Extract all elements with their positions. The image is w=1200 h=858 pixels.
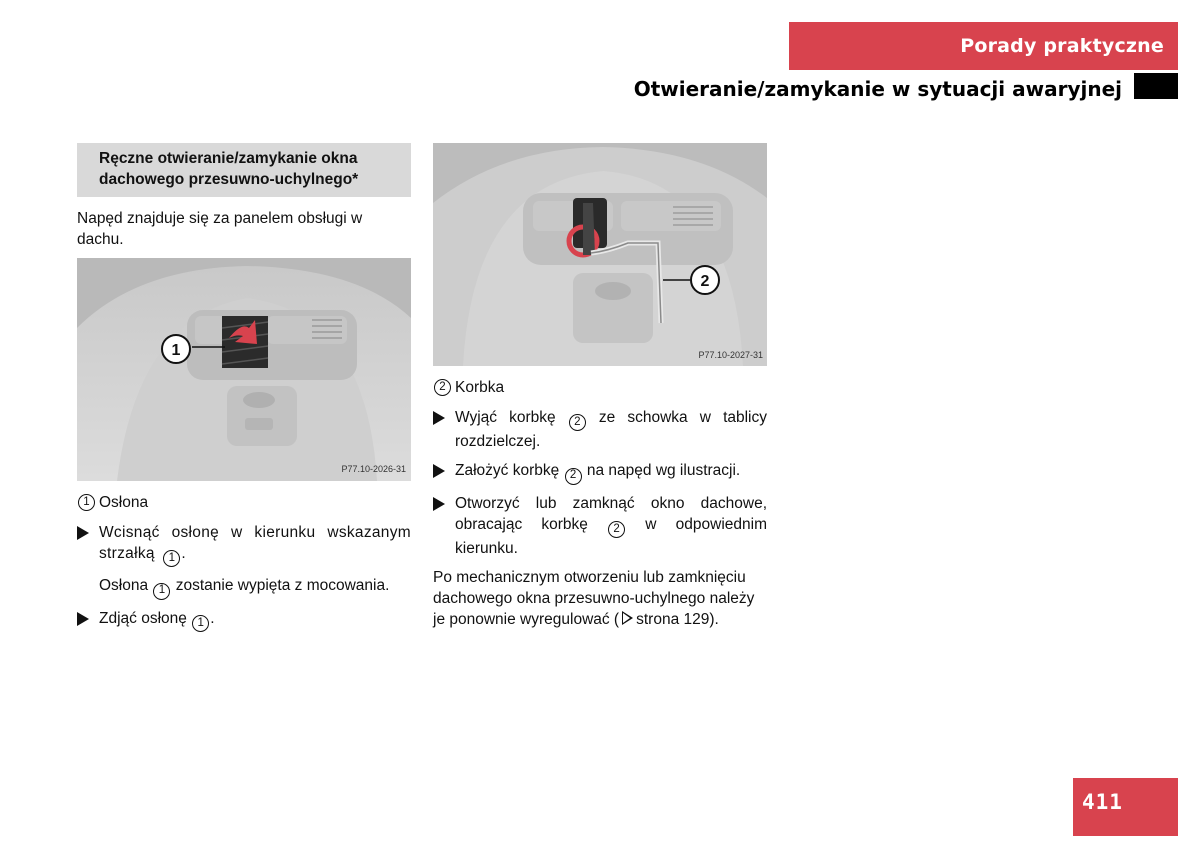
figure-caption [77, 492, 411, 513]
callout-marker: 1 [153, 583, 170, 600]
chapter-marker [1134, 73, 1178, 99]
callout-marker: 1 [192, 615, 209, 632]
callout-marker: 2 [434, 379, 451, 396]
adjustment-note [433, 567, 767, 630]
bullet-triangle-icon [433, 464, 445, 478]
step-text: Wcisnąć osłonę w kierunku wskazanym strzałką [99, 524, 411, 562]
instruction-step [433, 460, 767, 484]
page-number: 411 [1073, 778, 1178, 836]
step-text: Zdjąć osłonę [99, 609, 187, 627]
bullet-triangle-icon [433, 497, 445, 511]
chapter-title: Otwieranie/zamykanie w sytuacji awaryjnej [633, 77, 1122, 101]
step-text: Założyć korbkę [455, 462, 560, 480]
instruction-step [77, 522, 411, 567]
step-text: Otworzyć lub zamknąć okno dachowe, obracając korbkę [455, 494, 767, 533]
bullet-triangle-icon [77, 526, 89, 540]
step-text: Wyjąć korbkę [455, 409, 556, 426]
section-tab [789, 22, 1178, 70]
step-note [77, 575, 411, 599]
callout-marker: 2 [565, 468, 582, 485]
figure-code: P77.10-2027-31 [698, 350, 763, 360]
figure-cover-panel [77, 258, 411, 481]
callout-marker: 2 [608, 521, 625, 538]
step-text-end: ze schowka w tablicy rozdzielczej. [455, 409, 768, 451]
note-text: Osłona [99, 577, 149, 595]
procedure-heading: Ręczne otwieranie/zamykanie okna dachowego przesuwno-uchylnego* [77, 143, 411, 197]
middle-column [433, 143, 767, 630]
figure-crank-installed [433, 143, 767, 366]
figure-callout: 2 [700, 273, 710, 290]
callout-marker: 1 [78, 494, 95, 511]
bullet-triangle-icon [433, 411, 445, 425]
caption-text: Osłona [99, 494, 149, 511]
callout-marker: 1 [163, 550, 180, 567]
note-text-end: zostanie wypięta z mocowania. [175, 577, 390, 595]
step-text-end: . [210, 609, 215, 627]
step-text-end: w odpowiednim kierunku. [455, 515, 768, 557]
left-column [77, 143, 411, 632]
intro-text: Napęd znajduje się za panelem obsługi w dachu. [77, 210, 363, 248]
figure-caption [433, 377, 767, 398]
section-title: Porady praktyczne [960, 35, 1164, 57]
figure-code: P77.10-2026-31 [341, 464, 406, 474]
page-reference-icon [622, 611, 633, 625]
instruction-step [433, 407, 767, 452]
instruction-step [433, 493, 767, 559]
step-text-end: . [181, 545, 187, 562]
note-text: Po mechanicznym otworzeniu lub zamknięciu dachowego okna przesuwno-uchylnego należy je ponownie wyregulować ( [433, 568, 755, 628]
instruction-step [77, 608, 411, 632]
figure-callout: 1 [171, 342, 181, 359]
callout-marker: 2 [569, 414, 586, 431]
caption-text: Korbka [455, 379, 505, 396]
page-reference[interactable]: strona 129). [636, 610, 719, 628]
step-text-end: na napęd wg ilustracji. [586, 462, 741, 480]
bullet-triangle-icon [77, 612, 89, 626]
